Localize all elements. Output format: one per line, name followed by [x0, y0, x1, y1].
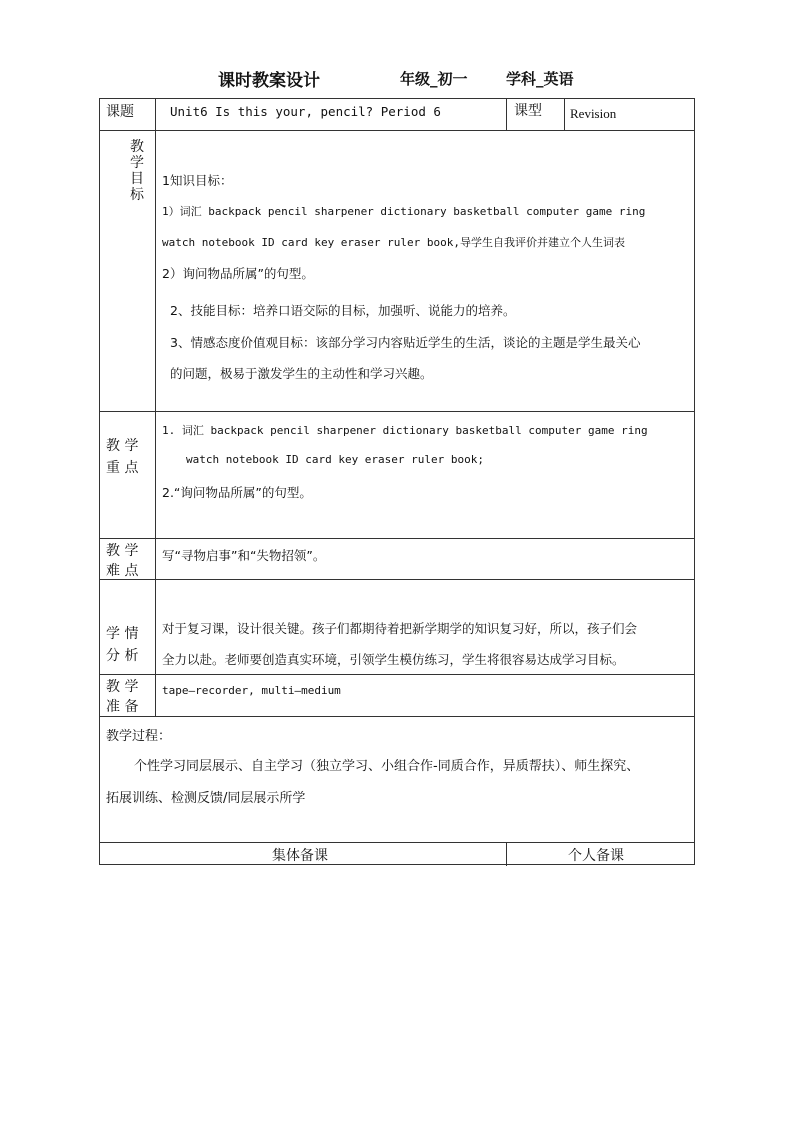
row-divider — [100, 842, 694, 843]
subject-field: 学科_英语 — [506, 70, 574, 88]
goals-line: watch notebook ID card key eraser ruler book,导学生自我评价并建立个人生词表 — [162, 236, 626, 249]
row-divider — [100, 579, 694, 580]
goals-label-char: 目 — [130, 171, 144, 187]
goals-label-char: 标 — [130, 187, 144, 203]
row-divider — [100, 130, 694, 131]
goals-line: 2）询问物品所属”的句型。 — [162, 266, 314, 281]
column-divider — [155, 99, 156, 716]
prep-label-bottom: 准 备 — [106, 699, 139, 715]
goals-line: 1知识目标： — [162, 173, 233, 188]
goals-line: 2、技能目标：培养口语交际的目标，加强听、说能力的培养。 — [170, 303, 516, 318]
topic-label: 课题 — [106, 104, 134, 120]
column-divider — [506, 842, 507, 866]
process-line: 拓展训练、检测反馈/同层展示所学 — [106, 791, 306, 806]
column-divider — [564, 99, 565, 130]
difficulties-label-top: 教 学 — [106, 543, 139, 559]
prep-text: tape—recorder, multi—medium — [162, 684, 341, 697]
goals-line: 3、情感态度价值观目标：该部分学习内容贴近学生的生活，谈论的主题是学生最关心 — [170, 335, 641, 350]
analysis-label-top: 学 情 — [106, 626, 139, 642]
goals-line: 的问题，极易于激发学生的主动性和学习兴趣。 — [170, 366, 433, 381]
key-points-line: watch notebook ID card key eraser ruler book; — [186, 453, 485, 466]
goals-label-char: 教 — [130, 139, 144, 155]
key-points-line: 2.“询问物品所属”的句型。 — [162, 485, 312, 500]
personal-prep-label: 个人备课 — [568, 848, 624, 864]
type-value: Revision — [570, 106, 617, 121]
document-title-row — [218, 66, 698, 92]
topic-value: Unit6 Is this your, pencil? Period 6 — [170, 104, 441, 119]
difficulties-label-bottom: 难 点 — [106, 563, 139, 579]
column-divider — [506, 99, 507, 130]
document-title: 课时教案设计 — [218, 71, 320, 91]
analysis-line: 对于复习课，设计很关键。孩子们都期待着把新学期学的知识复习好，所以，孩子们会 — [162, 621, 638, 636]
lesson-plan-table — [99, 98, 695, 865]
goals-label-char: 学 — [130, 155, 144, 171]
analysis-label-bottom: 分 析 — [106, 648, 139, 664]
analysis-line: 全力以赴。老师要创造真实环境，引领学生模仿练习，学生将很容易达成学习目标。 — [162, 652, 625, 667]
process-heading: 教学过程： — [106, 729, 172, 744]
type-label: 课型 — [514, 103, 542, 119]
prep-label-top: 教 学 — [106, 679, 139, 695]
row-divider — [100, 411, 694, 412]
collective-prep-label: 集体备课 — [272, 848, 328, 864]
key-points-label-bottom: 重 点 — [106, 460, 139, 476]
key-points-label-top: 教 学 — [106, 438, 139, 454]
goals-line: 1）词汇 backpack pencil sharpener dictionary basketball computer game ring — [162, 205, 646, 218]
row-divider — [100, 538, 694, 539]
grade-field: 年级_初一 — [400, 70, 468, 88]
row-divider — [100, 716, 694, 717]
process-line: 个性学习同层展示、自主学习（独立学习、小组合作-同质合作，异质帮扶）、师生探究、 — [134, 759, 640, 774]
difficulties-text: 写“寻物启事”和“失物招领”。 — [162, 548, 326, 563]
key-points-line: 1. 词汇 backpack pencil sharpener dictionary basketball computer game ring — [162, 424, 648, 437]
row-divider — [100, 674, 694, 675]
goals-label — [128, 139, 146, 203]
